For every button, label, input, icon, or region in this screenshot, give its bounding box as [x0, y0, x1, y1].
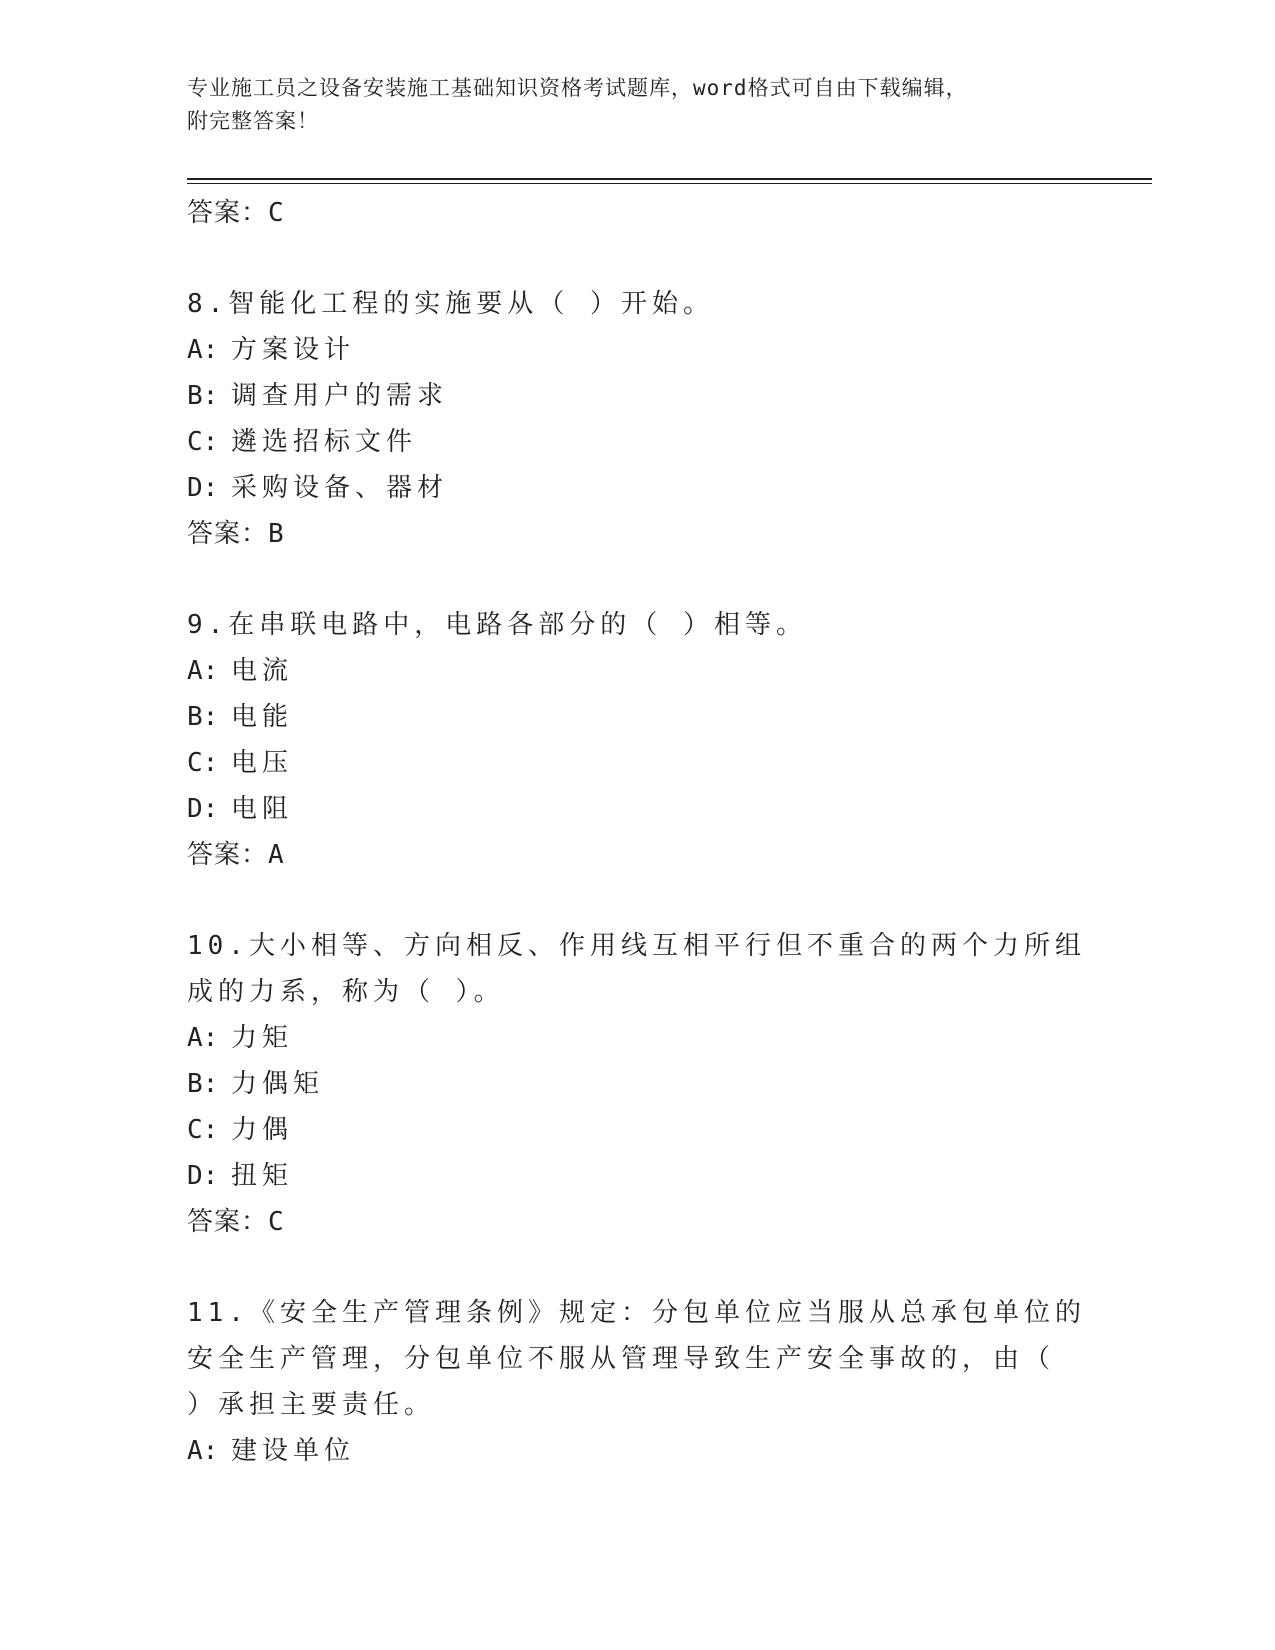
option-text: 方案设计: [231, 335, 356, 365]
option-a: [187, 1428, 1087, 1474]
option-text: 调查用户的需求: [231, 381, 449, 411]
question-text: 11.《安全生产管理条例》规定：分包单位应当服从总承包单位的安全生产管理，分包单位不服从管理导致生产安全事故的，由（ ）承担主要责任。: [187, 1298, 1086, 1420]
option-letter: C:: [187, 1115, 219, 1145]
option-a: [187, 1015, 1087, 1061]
option-letter: A:: [187, 335, 219, 365]
option-b: [187, 1061, 1087, 1107]
option-text: 力偶: [231, 1115, 294, 1145]
question-list: [187, 190, 1087, 1474]
answer-label: 答案：C: [187, 1207, 285, 1237]
option-letter: B:: [187, 1069, 219, 1099]
question-text: 10.大小相等、方向相反、作用线互相平行但不重合的两个力所组成的力系，称为（ ）。: [187, 931, 1086, 1007]
question-text: 9.在串联电路中，电路各部分的（ ）相等。: [187, 610, 807, 640]
option-c: [187, 740, 1087, 786]
option-letter: D:: [187, 1161, 219, 1191]
option-letter: A:: [187, 1436, 219, 1466]
header-divider-thin: [187, 183, 1152, 184]
document-header: [187, 72, 1087, 138]
option-text: 电阻: [231, 794, 294, 824]
option-letter: B:: [187, 381, 219, 411]
question-block: [187, 281, 1087, 557]
option-text: 力矩: [231, 1023, 294, 1053]
answer-label: 答案：C: [187, 198, 285, 228]
option-text: 电压: [231, 748, 294, 778]
header-line-1: 专业施工员之设备安装施工基础知识资格考试题库，word格式可自由下载编辑，: [187, 76, 968, 100]
option-b: [187, 694, 1087, 740]
option-d: [187, 786, 1087, 832]
option-a: [187, 327, 1087, 373]
option-letter: D:: [187, 794, 219, 824]
option-c: [187, 419, 1087, 465]
option-b: [187, 373, 1087, 419]
answer-label: 答案：B: [187, 519, 285, 549]
question-block: [187, 1290, 1087, 1474]
option-letter: D:: [187, 473, 219, 503]
header-line-2: 附完整答案！: [187, 109, 319, 133]
option-text: 扭矩: [231, 1161, 294, 1191]
option-letter: A:: [187, 1023, 219, 1053]
option-letter: A:: [187, 656, 219, 686]
option-letter: B:: [187, 702, 219, 732]
option-letter: C:: [187, 748, 219, 778]
option-d: [187, 1153, 1087, 1199]
option-text: 遴选招标文件: [231, 427, 418, 457]
option-text: 建设单位: [231, 1436, 356, 1466]
header-divider-thick: [187, 178, 1152, 180]
question-text: 8.智能化工程的实施要从（ ）开始。: [187, 289, 714, 319]
answer-label: 答案：A: [187, 840, 285, 870]
option-text: 采购设备、器材: [231, 473, 449, 503]
question-block: [187, 923, 1087, 1245]
question-block: [187, 602, 1087, 878]
option-text: 电流: [231, 656, 294, 686]
option-d: [187, 465, 1087, 511]
option-c: [187, 1107, 1087, 1153]
option-text: 电能: [231, 702, 294, 732]
option-letter: C:: [187, 427, 219, 457]
option-a: [187, 648, 1087, 694]
option-text: 力偶矩: [231, 1069, 325, 1099]
